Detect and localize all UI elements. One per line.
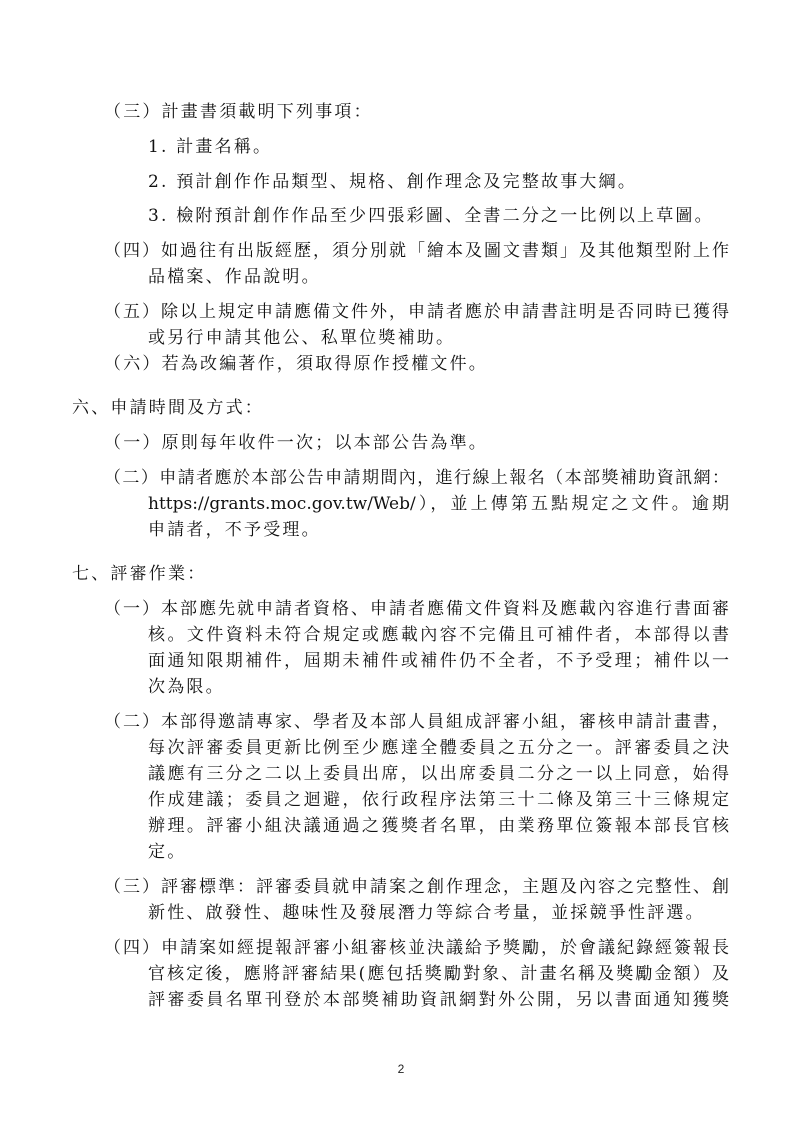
item-5-line-1: （五）除以上規定申請應備文件外，申請者應於申請書註明是否同時已獲得 — [104, 302, 729, 322]
section-6-item-2-url-line: https://grants.moc.gov.tw/Web/），並上傳第五點規定之文件。逾期 — [148, 494, 729, 514]
subitem-1: 1. 計畫名稱。 — [148, 137, 273, 157]
section-7-item-4-line-3: 評審委員名單刊登於本部獎補助資訊網對外公開，另以書面通知獲獎 — [148, 990, 729, 1010]
section-7-item-4-line-2: 官核定後，應將評審結果(應包括獎勵對象、計畫名稱及獎勵金額）及 — [148, 964, 729, 984]
item-4-line-2: 品檔案、作品說明。 — [148, 267, 321, 287]
section-7-item-3-line-2: 新性、啟發性、趣味性及發展潛力等綜合考量，並採競爭性評選。 — [148, 903, 705, 923]
section-7-item-1-line-3: 面通知限期補件，屆期未補件或補件仍不全者，不予受理；補件以一 — [148, 651, 729, 671]
item-6: （六）若為改編著作，須取得原作授權文件。 — [104, 354, 488, 374]
section-7-heading: 七、評審作業： — [72, 564, 207, 584]
item-4-line-1: （四）如過往有出版經歷，須分別就「繪本及圖文書類」及其他類型附上作 — [104, 241, 729, 261]
section-6-item-2-line-1: （二）申請者應於本部公告申請期間內，進行線上報名（本部獎補助資訊網： — [104, 468, 729, 488]
section-7-item-2-line-5: 辦理。評審小組決議通過之獲獎者名單，由業務單位簽報本部長官核 — [148, 816, 729, 836]
item-5-line-2: 或另行申請其他公、私單位獎補助。 — [148, 328, 456, 348]
item-3-heading: （三）計畫書須載明下列事項： — [104, 102, 373, 122]
section-7-item-2-line-3: 議應有三分之二以上委員出席，以出席委員二分之一以上同意，始得 — [148, 764, 729, 784]
section-7-item-1-line-2: 核。文件資料未符合規定或應載內容不完備且可補件者，本部得以書 — [148, 625, 729, 645]
section-7-item-3-line-1: （三）評審標準：評審委員就申請案之創作理念，主題及內容之完整性、創 — [104, 877, 729, 897]
section-7-item-2-line-1: （二）本部得邀請專家、學者及本部人員組成評審小組，審核申請計畫書， — [104, 712, 729, 732]
section-6-heading: 六、申請時間及方式： — [72, 398, 264, 418]
page-number: 2 — [397, 1062, 405, 1076]
section-7-item-2-line-6: 定。 — [148, 842, 187, 862]
subitem-2: 2. 預計創作作品類型、規格、創作理念及完整故事大綱。 — [148, 172, 638, 192]
subitem-3: 3. 檢附預計創作作品至少四張彩圖、全書二分之一比例以上草圖。 — [148, 206, 714, 226]
section-7-item-2-line-4: 作成建議；委員之迴避，依行政程序法第三十二條及第三十三條規定 — [148, 790, 729, 810]
section-7-item-1-line-4: 次為限。 — [148, 677, 225, 697]
section-7-item-1-line-1: （一）本部應先就申請者資格、申請者應備文件資料及應載內容進行書面審 — [104, 599, 729, 619]
section-6-item-2-line-3: 申請者，不予受理。 — [148, 520, 321, 540]
section-6-item-1: （一）原則每年收件一次；以本部公告為準。 — [104, 433, 488, 453]
section-7-item-4-line-1: （四）申請案如經提報評審小組審核並決議給予獎勵，於會議紀錄經簽報長 — [104, 938, 729, 958]
section-7-item-2-line-2: 每次評審委員更新比例至少應達全體委員之五分之一。評審委員之決 — [148, 738, 729, 758]
